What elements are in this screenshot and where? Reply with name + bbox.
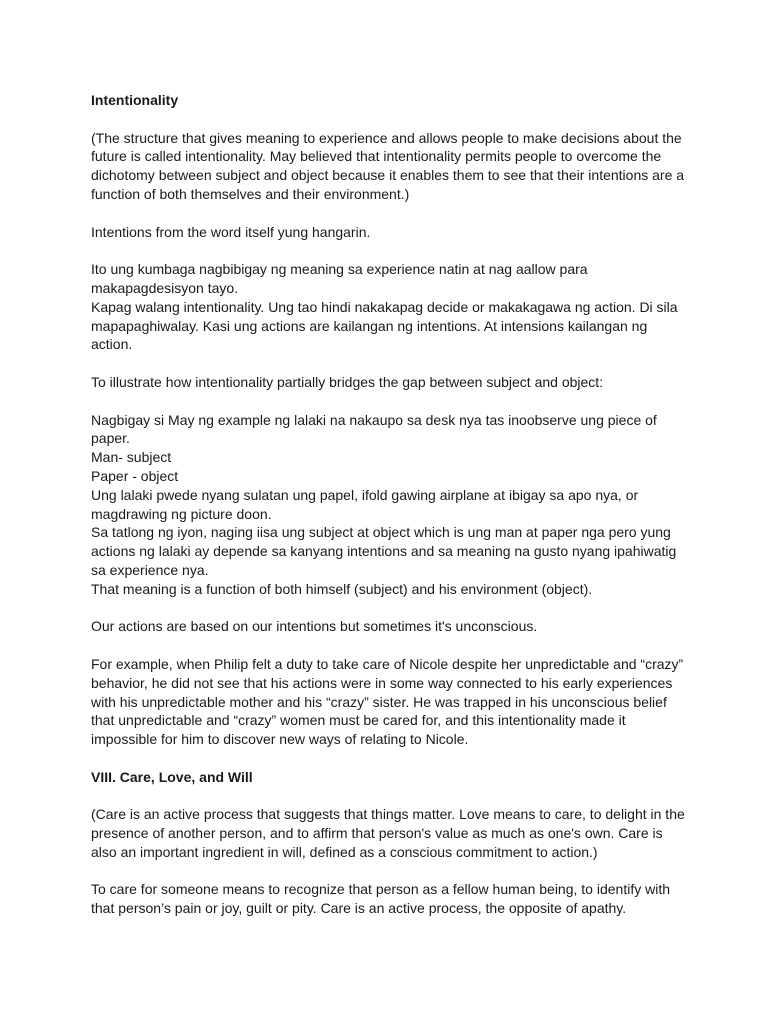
paragraph-example-intro: Nagbigay si May ng example ng lalaki na nakaupo sa desk nya tas inoobserve ung piece of paper. (91, 411, 657, 447)
line-paper-object: Paper - object (91, 467, 179, 484)
heading-intentionality: Intentionality (91, 92, 179, 108)
paragraph-unconscious-actions: Our actions are based on our intentions but sometimes it's unconscious. (91, 618, 538, 635)
paragraph-philip-example: For example, when Philip felt a duty to take care of Nicole despite her unpredictable and “crazy” behavior, he did not see that his actions were in some way connected to his early experiences with his unpredictable mother and his “crazy” sister. He was trapped in his unconscious belief that unpredictable and “crazy” women must be cared for, and this intentionality made it impossible for him to discover new ways of relating to Nicole. (91, 655, 684, 748)
paragraph-illustrate: To illustrate how intentionality partially bridges the gap between subject and object: (91, 373, 604, 390)
paragraph-intentionality-definition: (The structure that gives meaning to experience and allows people to make decisions about the future is called intentionality. May believed that intentionality permits people to overcome the dichotomy between subject and object because it enables them to see that their intentions are a function of both themselves and their environment.) (91, 129, 685, 202)
heading-care-love-will: VIII. Care, Love, and Will (91, 768, 253, 785)
paragraph-subject-object-one: Sa tatlong ng iyon, naging iisa ung subject at object which is ung man at paper nga pero yung actions ng lalaki ay depende sa kanyang intentions and sa meaning na gusto nyang ipahiwatig sa experience nya. (91, 524, 677, 578)
paragraph-meaning-experience: Ito ung kumbaga nagbibigay ng meaning sa experience natin at nag aallow para makapagdesisyon tayo. (91, 261, 588, 296)
paragraph-meaning-function: That meaning is a function of both himself (subject) and his environment (object). (91, 580, 593, 597)
paragraph-without-intentionality: Kapag walang intentionality. Ung tao hindi nakakapag decide or makakagawa ng action. Di sila mapapaghiwalay. Kasi ung actions are kailangan ng intentions. At intensions kailangan ng action. (91, 298, 678, 353)
paragraph-care-for-someone: To care for someone means to recognize that person as a fellow human being, to identify with that person’s pain or joy, guilt or pity. Care is an active process, the opposite of apathy. (91, 881, 670, 917)
document-page (91, 91, 691, 937)
paragraph-intentions-meaning: Intentions from the word itself yung hangarin. (91, 223, 371, 240)
paragraph-paper-options: Ung lalaki pwede nyang sulatan ung papel, ifold gawing airplane at ibigay sa apo nya, or magdrawing ng picture doon. (91, 486, 639, 522)
paragraph-care-definition: (Care is an active process that suggests that things matter. Love means to care, to delight in the presence of another person, and to affirm that person's value as much as one's own. Care is also an important ingredient in will, defined as a conscious commitment to action.) (91, 806, 685, 860)
line-man-subject: Man- subject (91, 449, 172, 466)
